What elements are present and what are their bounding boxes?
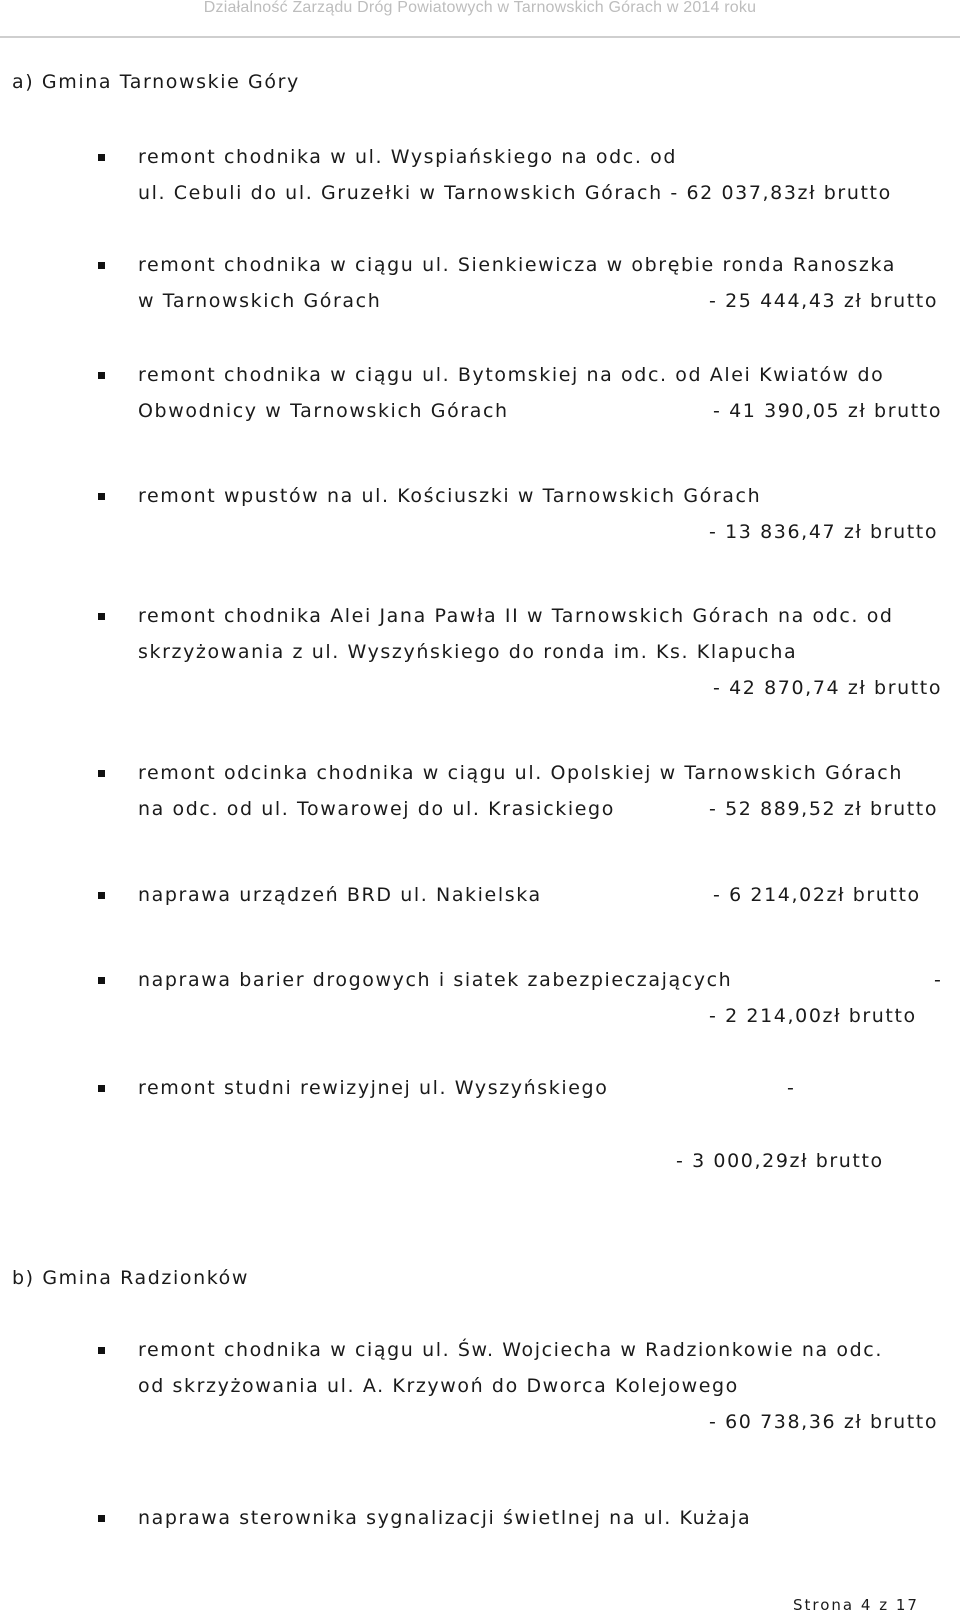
item-amount: - 41 390,05 zł brutto (713, 400, 943, 422)
item-line: remont chodnika Alei Jana Pawła II w Tarnowskich Górach na odc. od (138, 605, 894, 627)
item-line: na odc. od ul. Towarowej do ul. Krasickiego (138, 798, 615, 820)
item-amount: - 25 444,43 zł brutto (709, 290, 939, 312)
item-line: naprawa sterownika sygnalizacji świetlnej na ul. Kużaja (138, 1507, 752, 1529)
item-amount: - 2 214,00zł brutto (709, 1005, 917, 1027)
bullet-icon (98, 262, 105, 269)
bullet-icon (98, 1347, 105, 1354)
page-header (0, 0, 960, 38)
bullet-icon (98, 613, 105, 620)
item-amount: - 42 870,74 zł brutto (713, 677, 943, 699)
item-line: skrzyżowania z ul. Wyszyńskiego do ronda im. Ks. Klapucha (138, 641, 798, 663)
bullet-icon (98, 770, 105, 777)
item-line: naprawa urządzeń BRD ul. Nakielska (138, 884, 542, 906)
item-line: od skrzyżowania ul. A. Krzywoń do Dworca Kolejowego (138, 1375, 739, 1397)
item-amount: - 13 836,47 zł brutto (709, 521, 939, 543)
item-line: ul. Cebuli do ul. Gruzełki w Tarnowskich Górach - 62 037,83zł brutto (138, 182, 892, 204)
bullet-icon (98, 1515, 105, 1522)
item-line: remont chodnika w ciągu ul. Św. Wojciecha w Radzionkowie na odc. (138, 1339, 883, 1361)
item-dash: - (934, 969, 943, 991)
item-amount: - 60 738,36 zł brutto (709, 1411, 939, 1433)
item-line: Obwodnicy w Tarnowskich Górach (138, 400, 509, 422)
item-amount: - 6 214,02zł brutto (713, 884, 921, 906)
item-line: remont chodnika w ciągu ul. Sienkiewicza w obrębie ronda Ranoszka (138, 254, 896, 276)
section-heading-a: a) Gmina Tarnowskie Góry (12, 71, 300, 93)
item-amount: - 52 889,52 zł brutto (709, 798, 939, 820)
item-line: w Tarnowskich Górach (138, 290, 382, 312)
item-line: remont studni rewizyjnej ul. Wyszyńskiego (138, 1077, 609, 1099)
item-line: remont odcinka chodnika w ciągu ul. Opolskiej w Tarnowskich Górach (138, 762, 903, 784)
item-line: remont wpustów na ul. Kościuszki w Tarnowskich Górach (138, 485, 762, 507)
item-amount: - 3 000,29zł brutto (676, 1150, 884, 1172)
bullet-icon (98, 493, 105, 500)
bullet-icon (98, 372, 105, 379)
bullet-icon (98, 154, 105, 161)
bullet-icon (98, 977, 105, 984)
section-heading-b: b) Gmina Radzionków (12, 1267, 250, 1289)
item-line: remont chodnika w ciągu ul. Bytomskiej na odc. od Alei Kwiatów do (138, 364, 885, 386)
item-line: naprawa barier drogowych i siatek zabezpieczających (138, 969, 733, 991)
bullet-icon (98, 1085, 105, 1092)
page-number: Strona 4 z 17 (793, 1596, 919, 1614)
header-title: Działalność Zarządu Dróg Powiatowych w Tarnowskich Górach w 2014 roku (203, 0, 757, 16)
item-line: remont chodnika w ul. Wyspiańskiego na odc. od (138, 146, 678, 168)
item-dash: - (787, 1077, 796, 1099)
bullet-icon (98, 892, 105, 899)
